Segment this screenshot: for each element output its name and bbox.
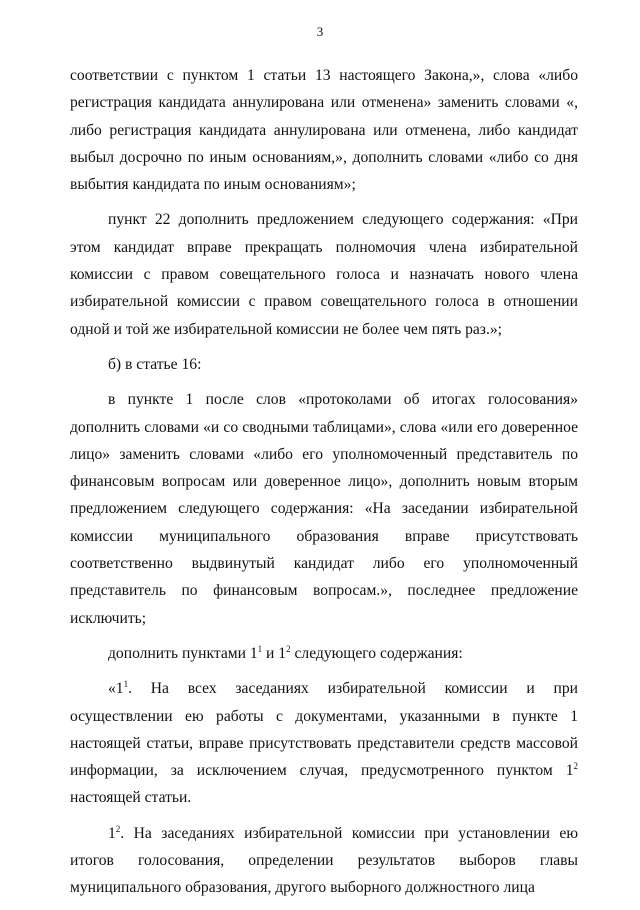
document-body xyxy=(70,62,578,910)
superscript-2: 2 xyxy=(286,643,291,654)
paragraph-7-text-main: . На заседаниях избирательной комиссии при установлении ею итогов голосования, определении результатов выборов главы муниципального образования, другого выборного должностного лица xyxy=(70,824,578,897)
page-number: 3 xyxy=(316,24,324,39)
paragraph-5-text-after: следующего содержания: xyxy=(290,644,463,662)
paragraph-5-text-middle: и 1 xyxy=(262,644,287,662)
superscript-2: 2 xyxy=(115,823,121,834)
paragraph-2: пункт 22 дополнить предложением следующего содержания: «При этом кандидат вправе прекращать полномочия члена избирательной комиссии с правом совещательного голоса и назначать нового члена избирательной комиссии с правом совещательного голоса в отношении одной и той же избирательной комиссии не более чем пять раз.»; xyxy=(70,211,578,338)
paragraph-4: в пункте 1 после слов «протоколами об итогах голосования» дополнить словами «и со сводными таблицами», слова «или его доверенное лицо» заменить словами «либо его уполномоченный представитель по финансовым вопросам или доверенное лицо», дополнить новым вторым предложением следующего содержания: «На заседании избирательной комиссии муниципального образования вправе присутствовать соответственно выдвинутый кандидат либо его уполномоченный представитель по финансовым вопросам.», последнее предложение исключить; xyxy=(70,391,578,627)
paragraph-6-text-main: . На всех заседаниях избирательной комиссии и при осуществлении ею работы с документами, указанными в пункте 1 настоящей статьи, вправе присутствовать представители средств массовой информации, за исключением случая, предусмотренного пунктом 1 xyxy=(70,680,578,780)
superscript-1: 1 xyxy=(123,679,129,690)
paragraph-5-text-before: дополнить пунктами 1 xyxy=(108,644,258,662)
paragraph-6 xyxy=(70,675,578,811)
paragraph-6-text-before: «1 xyxy=(108,680,124,698)
paragraph-5 xyxy=(70,640,578,667)
paragraph-7-text-before: 1 xyxy=(108,824,116,842)
superscript-1: 1 xyxy=(257,643,263,654)
paragraph-1: соответствии с пунктом 1 статьи 13 настоящего Закона,», слова «либо регистрация кандидата аннулирована или отменена» заменить словами «, либо регистрация кандидата аннулирована или отменена, либо кандидат выбыл досрочно по иным основаниям,», дополнить словами «либо со дня выбытия кандидата по иным основаниям»; xyxy=(70,67,578,194)
superscript-2: 2 xyxy=(573,761,578,772)
paragraph-6-text-after: настоящей статьи. xyxy=(70,789,192,807)
paragraph-7 xyxy=(70,820,578,902)
paragraph-3: б) в статье 16: xyxy=(108,355,202,373)
